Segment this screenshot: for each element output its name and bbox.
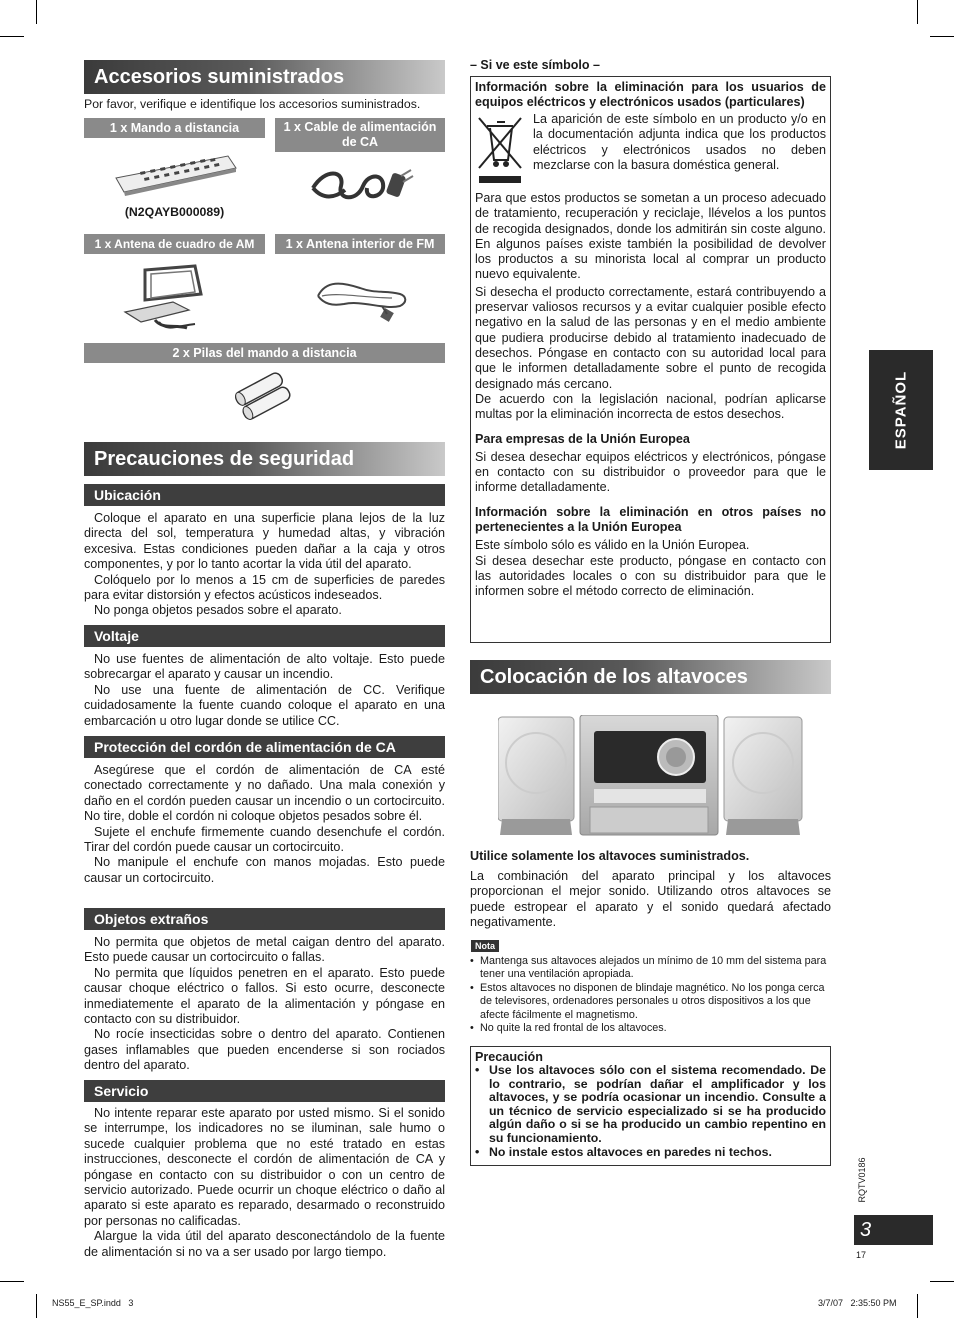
simbolo-heading: – Si ve este símbolo – bbox=[470, 58, 600, 72]
paragraph: Para que estos productos se sometan a un proceso adecuado de tratamiento, recuperación y reciclaje, llévelos a los puntos de recogida designados, donde los admitirán sin coste alguno. En algunos países existe también la posibilidad de devolver los productos a su minorista local al comprar un producto nuevo equivalente. bbox=[475, 191, 826, 282]
precaucion-box bbox=[470, 1046, 831, 1166]
cordon-text bbox=[84, 763, 445, 886]
paragraph: No intente reparar este aparato por usted mismo. Si el sonido se interrumpe, los indicadores no se iluminan, sale humo o sucede cualquier problema que no esté tratado en estas instrucciones, desconecte el cordón de alimentación de CA y póngase en contacto con su distribuidor o con un centro de servicio autorizado. Puede ocurrir un choque eléctrico o daño al aparato si este aparato es reparado, desarmado o reconstruido por personas no calificadas. bbox=[84, 1106, 445, 1228]
doc-code: RQTV0186 bbox=[857, 1157, 867, 1203]
paragraph: Colóquelo por lo menos a 15 cm de superficies de paredes para evitar distorsión y efectos acústicos indeseados. bbox=[84, 572, 445, 603]
ac-cord-image bbox=[305, 160, 415, 210]
symbol-row bbox=[475, 112, 826, 186]
accesorios-intro: Por favor, verifique e identifique los accesorios suministrados. bbox=[84, 97, 421, 111]
note-item: • Mantenga sus altavoces alejados un mínimo de 10 mm del sistema para tener una ventilación apropiada. bbox=[470, 955, 831, 982]
disposal-info-box bbox=[470, 76, 831, 643]
crossed-bin-icon bbox=[475, 112, 527, 186]
section-heading-cordon: Protección del cordón de alimentación de CA bbox=[84, 736, 445, 758]
paragraph: Sujete el enchufe firmemente cuando desenchufe el cordón. Tirar del cordón puede causar un cortocircuito. bbox=[84, 824, 445, 855]
paragraph: Este símbolo sólo es válido en la Unión Europea. bbox=[475, 538, 750, 553]
paragraph: No permita que líquidos penetren en el aparato. Esto puede causar choque eléctrico o fallos. Si esto ocurre, desconecte inmediatemente el aparato de la alimentación y póngase en contacto con su distribuidor. bbox=[84, 965, 445, 1027]
precaucion-title: Precaución bbox=[475, 1050, 543, 1064]
crop-mark bbox=[930, 1281, 954, 1282]
precaucion-item: • No instale estos altavoces en paredes ni techos. bbox=[475, 1146, 826, 1160]
paragraph: De acuerdo con la legislación nacional, podrían aplicarse multas por la eliminación incorrecta de estos desechos. bbox=[475, 391, 826, 422]
fm-antenna-image bbox=[312, 270, 412, 328]
notes-list bbox=[470, 955, 831, 1035]
am-antenna-image bbox=[115, 260, 215, 332]
speaker-system-image bbox=[498, 715, 804, 837]
section-heading-voltaje: Voltaje bbox=[84, 625, 445, 647]
page-number-small: 17 bbox=[856, 1250, 867, 1260]
footer-filename: NS55_E_SP.indd 3 bbox=[52, 1298, 134, 1308]
crop-mark bbox=[0, 36, 24, 37]
paragraph: Alargue la vida útil del aparato desconectándolo de la fuente de alimentación si no va a ser usado por largo tiempo. bbox=[84, 1229, 445, 1259]
accessory-label-ac-cord: 1 x Cable de alimentación de CA bbox=[275, 118, 445, 152]
otros-text bbox=[475, 538, 826, 599]
footer-date: 3/7/07 2:35:50 PM bbox=[818, 1298, 897, 1308]
paragraph: No use una fuente de alimentación de CC. Verifique cuidadosamente la fuente cuando coloque el aparato en una embarcación u otro lugar donde se utilice CC. bbox=[84, 682, 445, 728]
accessory-label-batteries: 2 x Pilas del mando a distancia bbox=[84, 343, 445, 363]
otros-title: Información sobre la eliminación en otros países no pertenecientes a la Unión Europea bbox=[475, 504, 826, 534]
paragraph: La combinación del aparato principal y los altavoces proporcionan el mejor sonido. Utilizando otros altavoces se puede estropear el aparato y el sonido quedará afectado negativamente. bbox=[470, 869, 831, 930]
crop-mark bbox=[36, 1294, 37, 1318]
colocacion-text bbox=[470, 869, 831, 931]
accessory-label-remote: 1 x Mando a distancia bbox=[84, 118, 265, 138]
symbol-intro: La aparición de este símbolo en un producto y/o en la documentación adjunta indica que los productos eléctricos y electrónicos usados no deben mezclarse con la basura doméstica general. bbox=[533, 112, 826, 172]
voltaje-text bbox=[84, 652, 445, 729]
disposal-text bbox=[475, 191, 826, 422]
paragraph: Si desea desechar este producto, póngase en contacto con las autoridades locales o con su distribuidor para que le informen sobre el método correcto de eliminación. bbox=[475, 553, 826, 599]
paragraph: No permita que objetos de metal caigan dentro del aparato. Esto puede causar un cortocircuito o fallas. bbox=[84, 935, 445, 965]
precaucion-item: • Use los altavoces sólo con el sistema recomendado. De lo contrario, se podrían dañar el amplificador y los altavoces, y se podría ocasionar un incendio. Consulte a un técnico de servicio especializado si se ha producido algún daño o si se ha producido un cambio repentino en su funcionamiento. bbox=[475, 1064, 826, 1146]
servicio-text bbox=[84, 1106, 445, 1260]
crop-mark bbox=[917, 0, 918, 24]
colocacion-title: Colocación de los altavoces bbox=[470, 660, 831, 694]
remote-control-image bbox=[110, 150, 240, 200]
batteries-image bbox=[232, 372, 298, 420]
accesorios-title: Accesorios suministrados bbox=[84, 60, 445, 94]
nota-label: Nota bbox=[471, 940, 499, 952]
page-number: 3 bbox=[854, 1215, 933, 1245]
paragraph: No rocíe insecticidas sobre o dentro del aparato. Contienen gases inflamables que pueden encenderse si son rociados dentro del aparato. bbox=[84, 1027, 445, 1073]
crop-mark bbox=[917, 1294, 918, 1318]
disposal-box-title: Información sobre la eliminación para los usuarios de equipos eléctricos y electrónicos usados (particulares) bbox=[475, 80, 826, 109]
remote-model-code: (N2QAYB000089) bbox=[124, 205, 225, 219]
paragraph: Asegúrese que el cordón de alimentación de CA esté conectado correctamente y no dañado. Una mala conexión y daño en el cordón pueden causar un incendio o un cortocircuito. No tire, doble el cordón ni coloque objetos pesados sobre él. bbox=[84, 763, 445, 824]
ubicacion-text bbox=[84, 511, 445, 619]
note-item: • No quite la red frontal de los altavoces. bbox=[470, 1022, 831, 1035]
precauciones-title: Precauciones de seguridad bbox=[84, 442, 445, 476]
crop-mark bbox=[930, 36, 954, 37]
language-tab bbox=[869, 350, 933, 470]
accessory-label-am-antenna: 1 x Antena de cuadro de AM bbox=[84, 234, 265, 254]
precaucion-list bbox=[475, 1064, 826, 1159]
empresas-title: Para empresas de la Unión Europea bbox=[475, 432, 690, 447]
paragraph: No use fuentes de alimentación de alto voltaje. Esto puede sobrecargar el aparato y causar un incendio. bbox=[84, 652, 445, 682]
paragraph: No ponga objetos pesados sobre el aparato. bbox=[94, 603, 342, 618]
crop-mark bbox=[0, 1281, 24, 1282]
language-tab-label: ESPAÑOL bbox=[892, 370, 910, 450]
note-item: • Estos altavoces no disponen de blindaje magnético. No los ponga cerca de televisores, ordenadores personales u otros dispositivos a los que afecte fácilmente el magnetismo. bbox=[470, 982, 831, 1022]
paragraph: Si desecha el producto correctamente, estará contribuyendo a preservar valiosos recursos y a evitar cualquier posible efecto negativo en la salud de las personas y en el medio ambiente que pudiera producirse debido al tratamiento inadecuado de desechos. Póngase en contacto con su autoridad local para que le informen detalladamente sobre el punto de recogida designado más cercano. bbox=[475, 284, 826, 391]
section-heading-ubicacion: Ubicación bbox=[84, 484, 445, 506]
colocacion-bold-line: Utilice solamente los altavoces suministrados. bbox=[470, 849, 750, 863]
paragraph: No manipule el enchufe con manos mojadas. Esto puede causar un cortocircuito. bbox=[84, 855, 445, 885]
paragraph: Coloque el aparato en una superficie plana lejos de la luz directa del sol, temperatura y humedad altas, y vibración excesiva. Estas condiciones pueden dañar a la caja y otros componentes, y por lo tanto acortar la vida útil del aparato. bbox=[84, 511, 445, 572]
section-heading-objetos: Objetos extraños bbox=[84, 908, 445, 930]
objetos-text bbox=[84, 935, 445, 1074]
accessory-label-fm-antenna: 1 x Antena interior de FM bbox=[275, 234, 445, 254]
section-heading-servicio: Servicio bbox=[84, 1080, 445, 1102]
empresas-text: Si desea desechar equipos eléctricos y electrónicos, póngase en contacto con su distribuidor o proveedor para que le informe detalladamente. bbox=[475, 449, 826, 495]
crop-mark bbox=[36, 0, 37, 24]
